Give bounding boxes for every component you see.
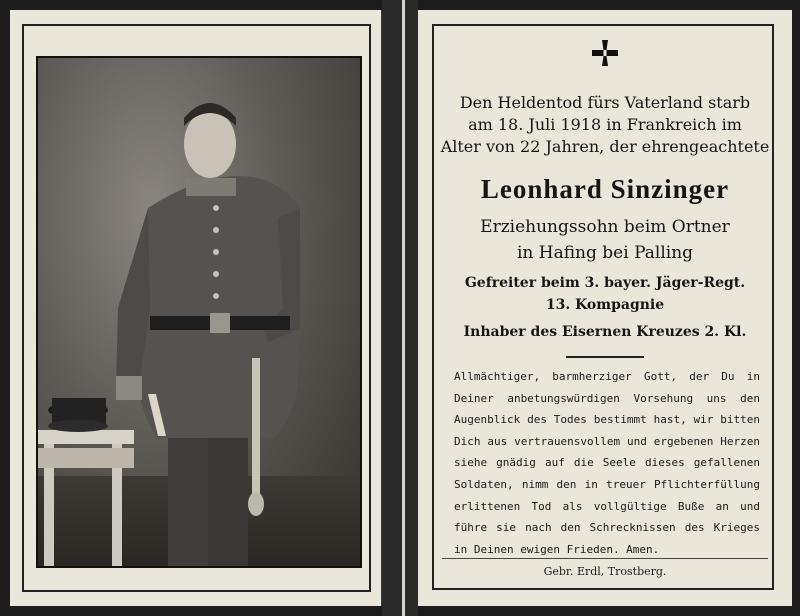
rank-text	[432, 272, 778, 316]
photo-card	[10, 10, 382, 606]
iron-cross-icon	[590, 38, 620, 68]
death-announcement	[432, 92, 778, 158]
relation-text	[432, 214, 778, 266]
announcement-line: Alter von 22 Jahren, der ehrengeachtete	[440, 137, 770, 156]
announcement-line: am 18. Juli 1918 in Frankreich im	[468, 115, 742, 134]
soldier-figure	[38, 58, 360, 566]
soldier-photograph	[36, 56, 362, 568]
deceased-name: Leonhard Sinzinger	[480, 174, 730, 204]
announcement-line: Den Heldentod fürs Vaterland starb	[459, 93, 751, 112]
divider	[566, 356, 644, 358]
award-text: Inhaber des Eisernen Kreuzes 2. Kl.	[463, 324, 747, 340]
relation-line: in Hafing bei Palling	[516, 243, 694, 263]
footer-divider	[442, 558, 768, 559]
prayer-text: Allmächtiger, barmherziger Gott, der Du in Deiner anbetungswürdigen Vorsehung uns den Augenblick des Todes bestimmt hast, wir bitten Dich aus vertrauensvollem und ergebenen Herzen siehe gnädig auf die Seele dieses gefallenen Soldaten, nimm den in treuer Pflichterfüllung erlittenen Tod als vollgültige Buße an und führe sie nach den Schrecknissen des Krieges in Deinen ewigen Frieden. Amen.	[454, 370, 760, 556]
text-card	[418, 10, 792, 606]
printer-imprint: Gebr. Erdl, Trostberg.	[543, 565, 667, 578]
card-fold	[382, 0, 418, 616]
relation-line: Erziehungssohn beim Ortner	[480, 217, 730, 237]
unit-line: 13. Kompagnie	[545, 297, 665, 313]
rank-line: Gefreiter beim 3. bayer. Jäger-Regt.	[464, 275, 746, 291]
